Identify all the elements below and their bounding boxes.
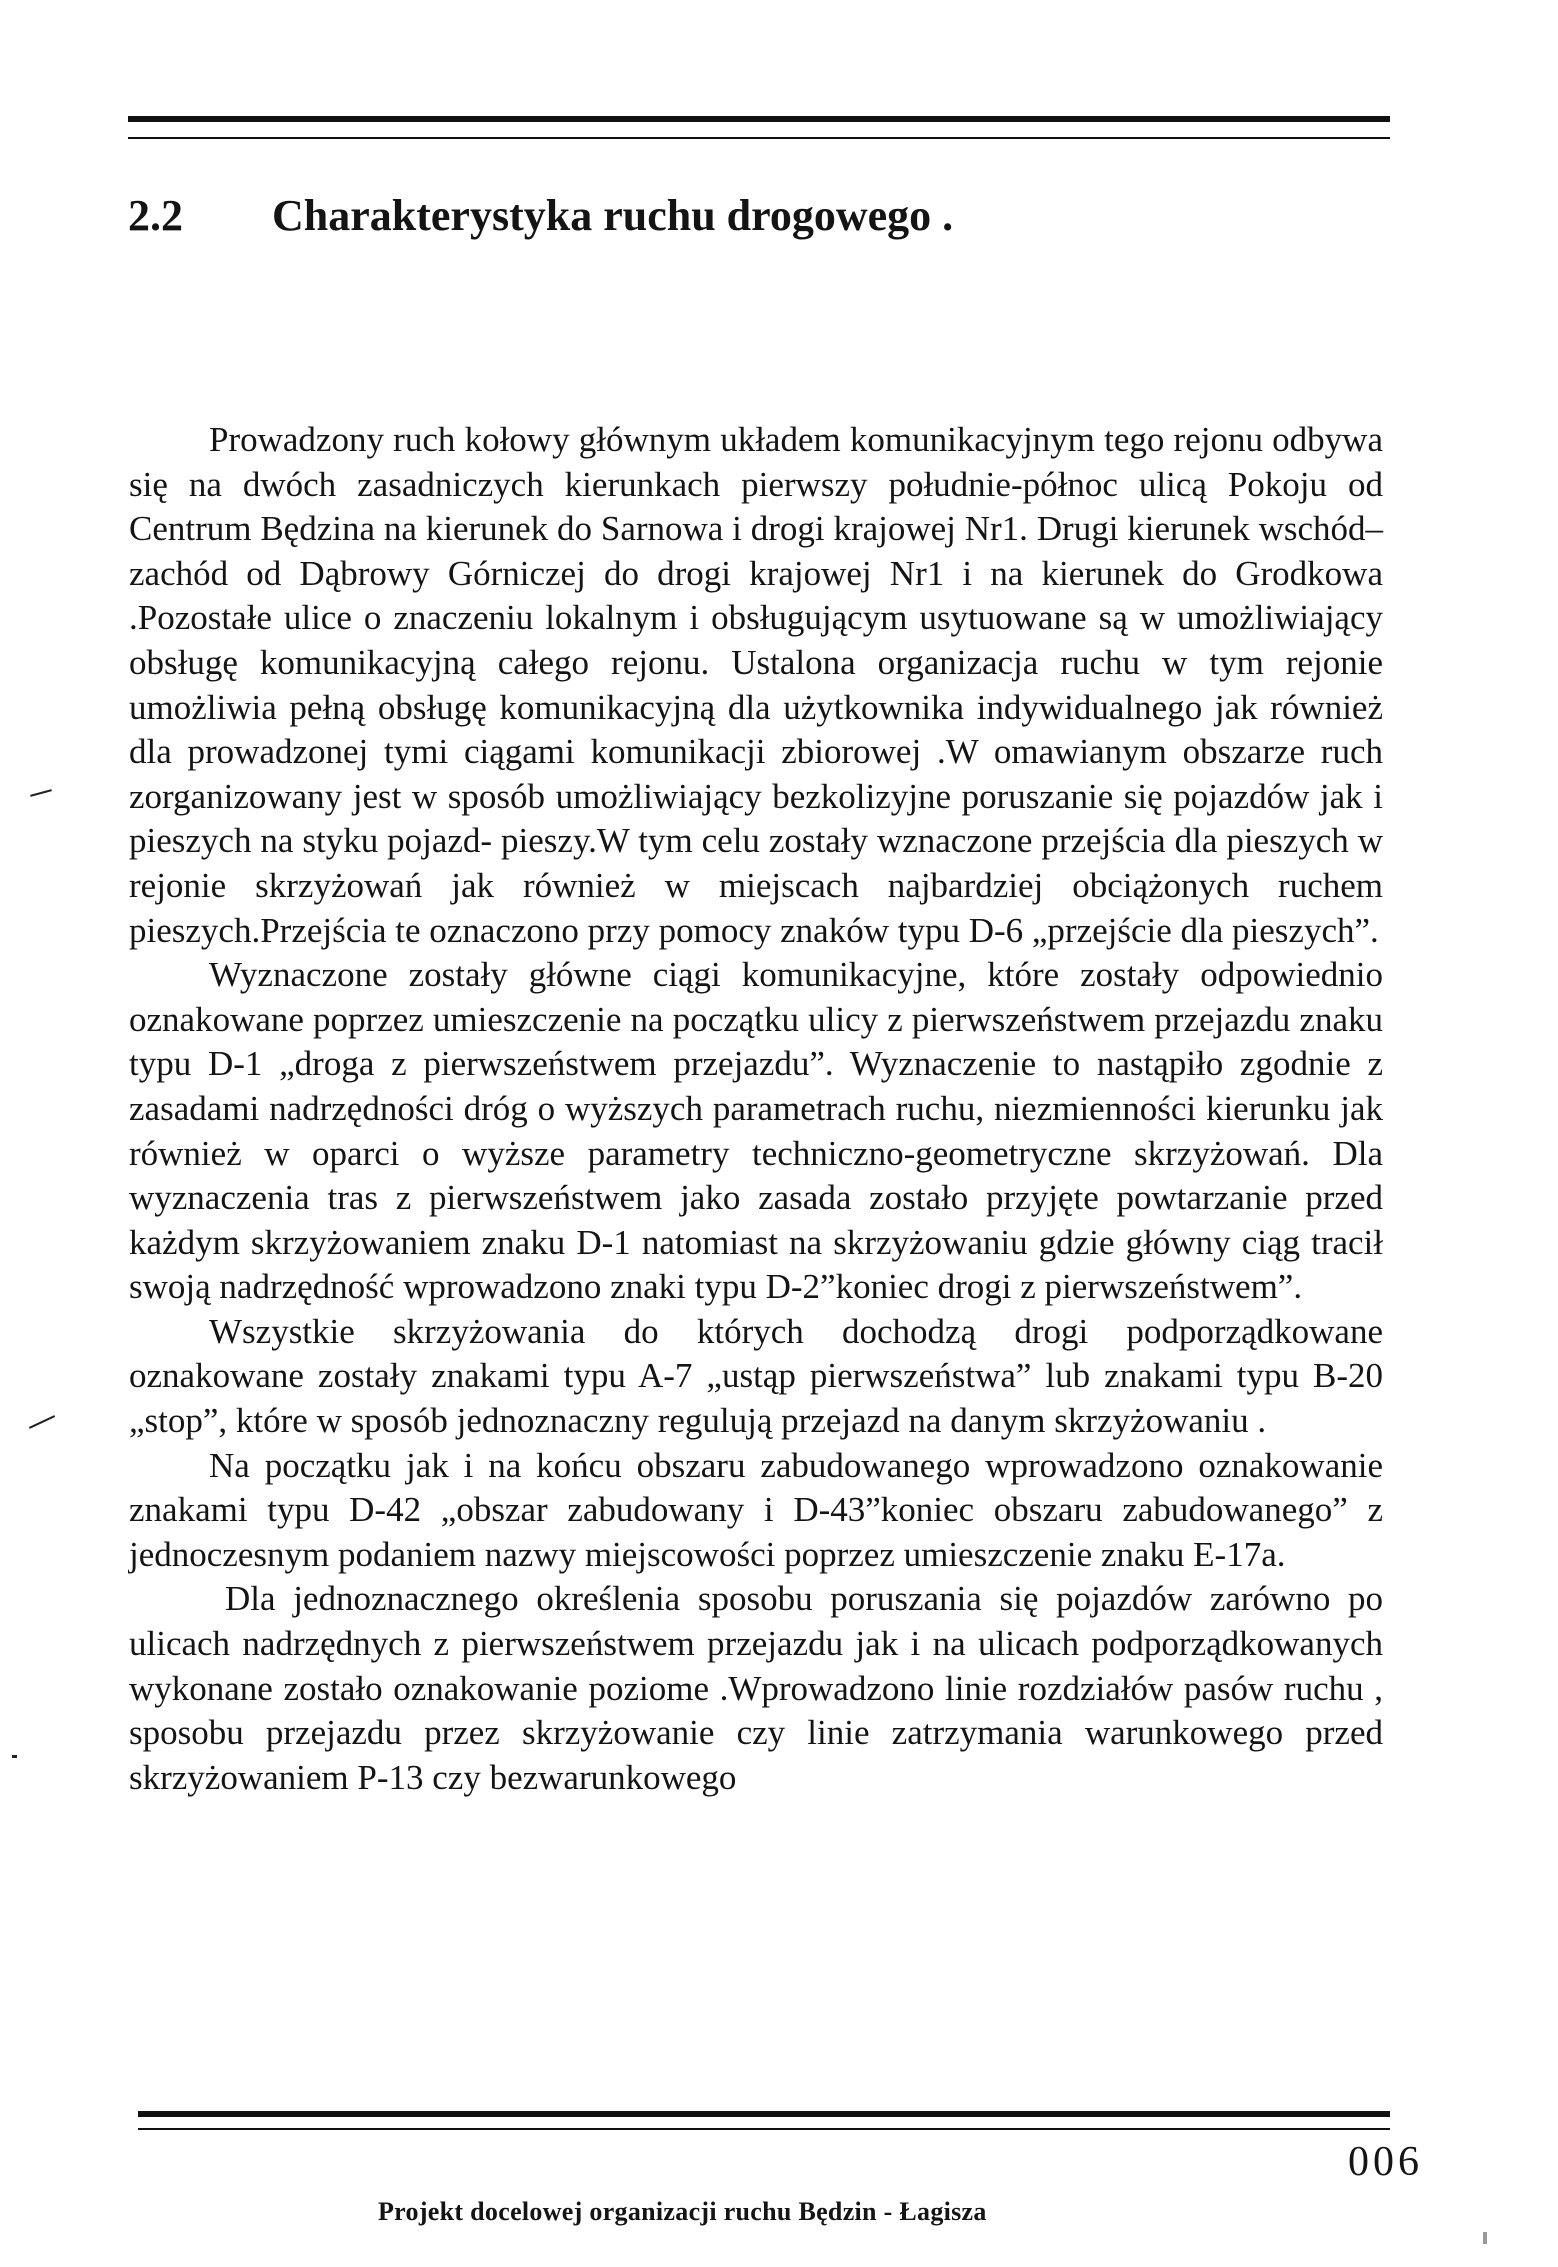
- section-number: 2.2: [128, 191, 183, 240]
- section-title: Charakterystyka ruchu drogowego .: [272, 191, 954, 240]
- scan-margin-mark: [12, 1755, 17, 1758]
- footer-title: Projekt docelowej organizacji ruchu Będzin - Łagisza: [378, 2197, 987, 2226]
- paragraph: Prowadzony ruch kołowy głównym układem komunikacyjnym tego rejonu odbywa się na dwóch zasadniczych kierunkach pierwszy południe-północ ulicą Pokoju od Centrum Będzina na kierunek do Sarnowa i drogi krajowej Nr1. Drugi kierunek wschód–zachód od Dąbrowy Górniczej do drogi krajowej Nr1 i na kierunek do Grodkowa .Pozostałe ulice o znaczeniu lokalnym i obsługującym usytuowane są w umożliwiający obsługę komunikacyjną całego rejonu. Ustalona organizacja ruchu w tym rejonie umożliwia pełną obsługę komunikacyjną dla użytkownika indywidualnego jak również dla prowadzonej tymi ciągami komunikacji zbiorowej .W omawianym obszarze ruch zorganizowany jest w sposób umożliwiający bezkolizyjne poruszanie się pojazdów jak i pieszych na styku pojazd- pieszy.W tym celu zostały wznaczone przejścia dla pieszych w rejonie skrzyżowań jak również w miejscach najbardziej obciążonych ruchem pieszych.Przejścia te oznaczono przy pomocy znaków typu D-6 „przejście dla pieszych”.: [129, 420, 1383, 950]
- paragraph: Wszystkie skrzyżowania do których dochodzą drogi podporządkowane oznakowane zostały znakami typu A-7 „ustąp pierwszeństwa” lub znakami typu B-20 „stop”, które w sposób jednoznaczny regulują przejazd na danym skrzyżowaniu .: [129, 1311, 1383, 1441]
- scan-margin-mark: [1483, 2232, 1487, 2244]
- bottom-rule-thin: [138, 2128, 1390, 2130]
- paragraph: Wyznaczone zostały główne ciągi komunikacyjne, które zostały odpowiednio oznakowane poprzez umieszczenie na początku ulicy z pierwszeństwem przejazdu znaku typu D-1 „droga z pierwszeństwem przejazdu”. Wyznaczenie to nastąpiło zgodnie z zasadami nadrzędności dróg o wyższych parametrach ruchu, niezmienności kierunku jak również w oparci o wyższe parametry techniczno-geometryczne skrzyżowań. Dla wyznaczenia tras z pierwszeństwem jako zasada zostało przyjęte powtarzanie przed każdym skrzyżowaniem znaku D-1 natomiast na skrzyżowaniu gdzie główny ciąg tracił swoją nadrzędność wprowadzono znaki typu D-2”koniec drogi z pierwszeństwem”.: [129, 955, 1383, 1307]
- scan-margin-mark: [29, 1415, 55, 1429]
- section-heading: [128, 190, 953, 242]
- top-rule-thick: [128, 116, 1390, 122]
- paragraph: Dla jednoznacznego określenia sposobu poruszania się pojazdów zarówno po ulicach nadrzędnych z pierwszeństwem przejazdu jak i na ulicach podporządkowanych wykonane zostało oznakowanie poziome .Wprowadzono linie rozdziałów pasów ruchu , sposobu przejazdu przez skrzyżowanie czy linie zatrzymania warunkowego przed skrzyżowaniem P-13 czy bezwarunkowego: [129, 1579, 1383, 1797]
- bottom-rule-thick: [138, 2111, 1390, 2117]
- page-number: 006: [1348, 2139, 1423, 2185]
- top-rule-thin: [128, 137, 1390, 139]
- paragraph: Na początku jak i na końcu obszaru zabudowanego wprowadzono oznakowanie znakami typu D-42 „obszar zabudowany i D-43”koniec obszaru zabudowanego” z jednoczesnym podaniem nazwy miejscowości poprzez umieszczenie znaku E-17a.: [129, 1445, 1383, 1574]
- document-body: [129, 418, 1383, 1800]
- scan-margin-mark: [30, 789, 52, 797]
